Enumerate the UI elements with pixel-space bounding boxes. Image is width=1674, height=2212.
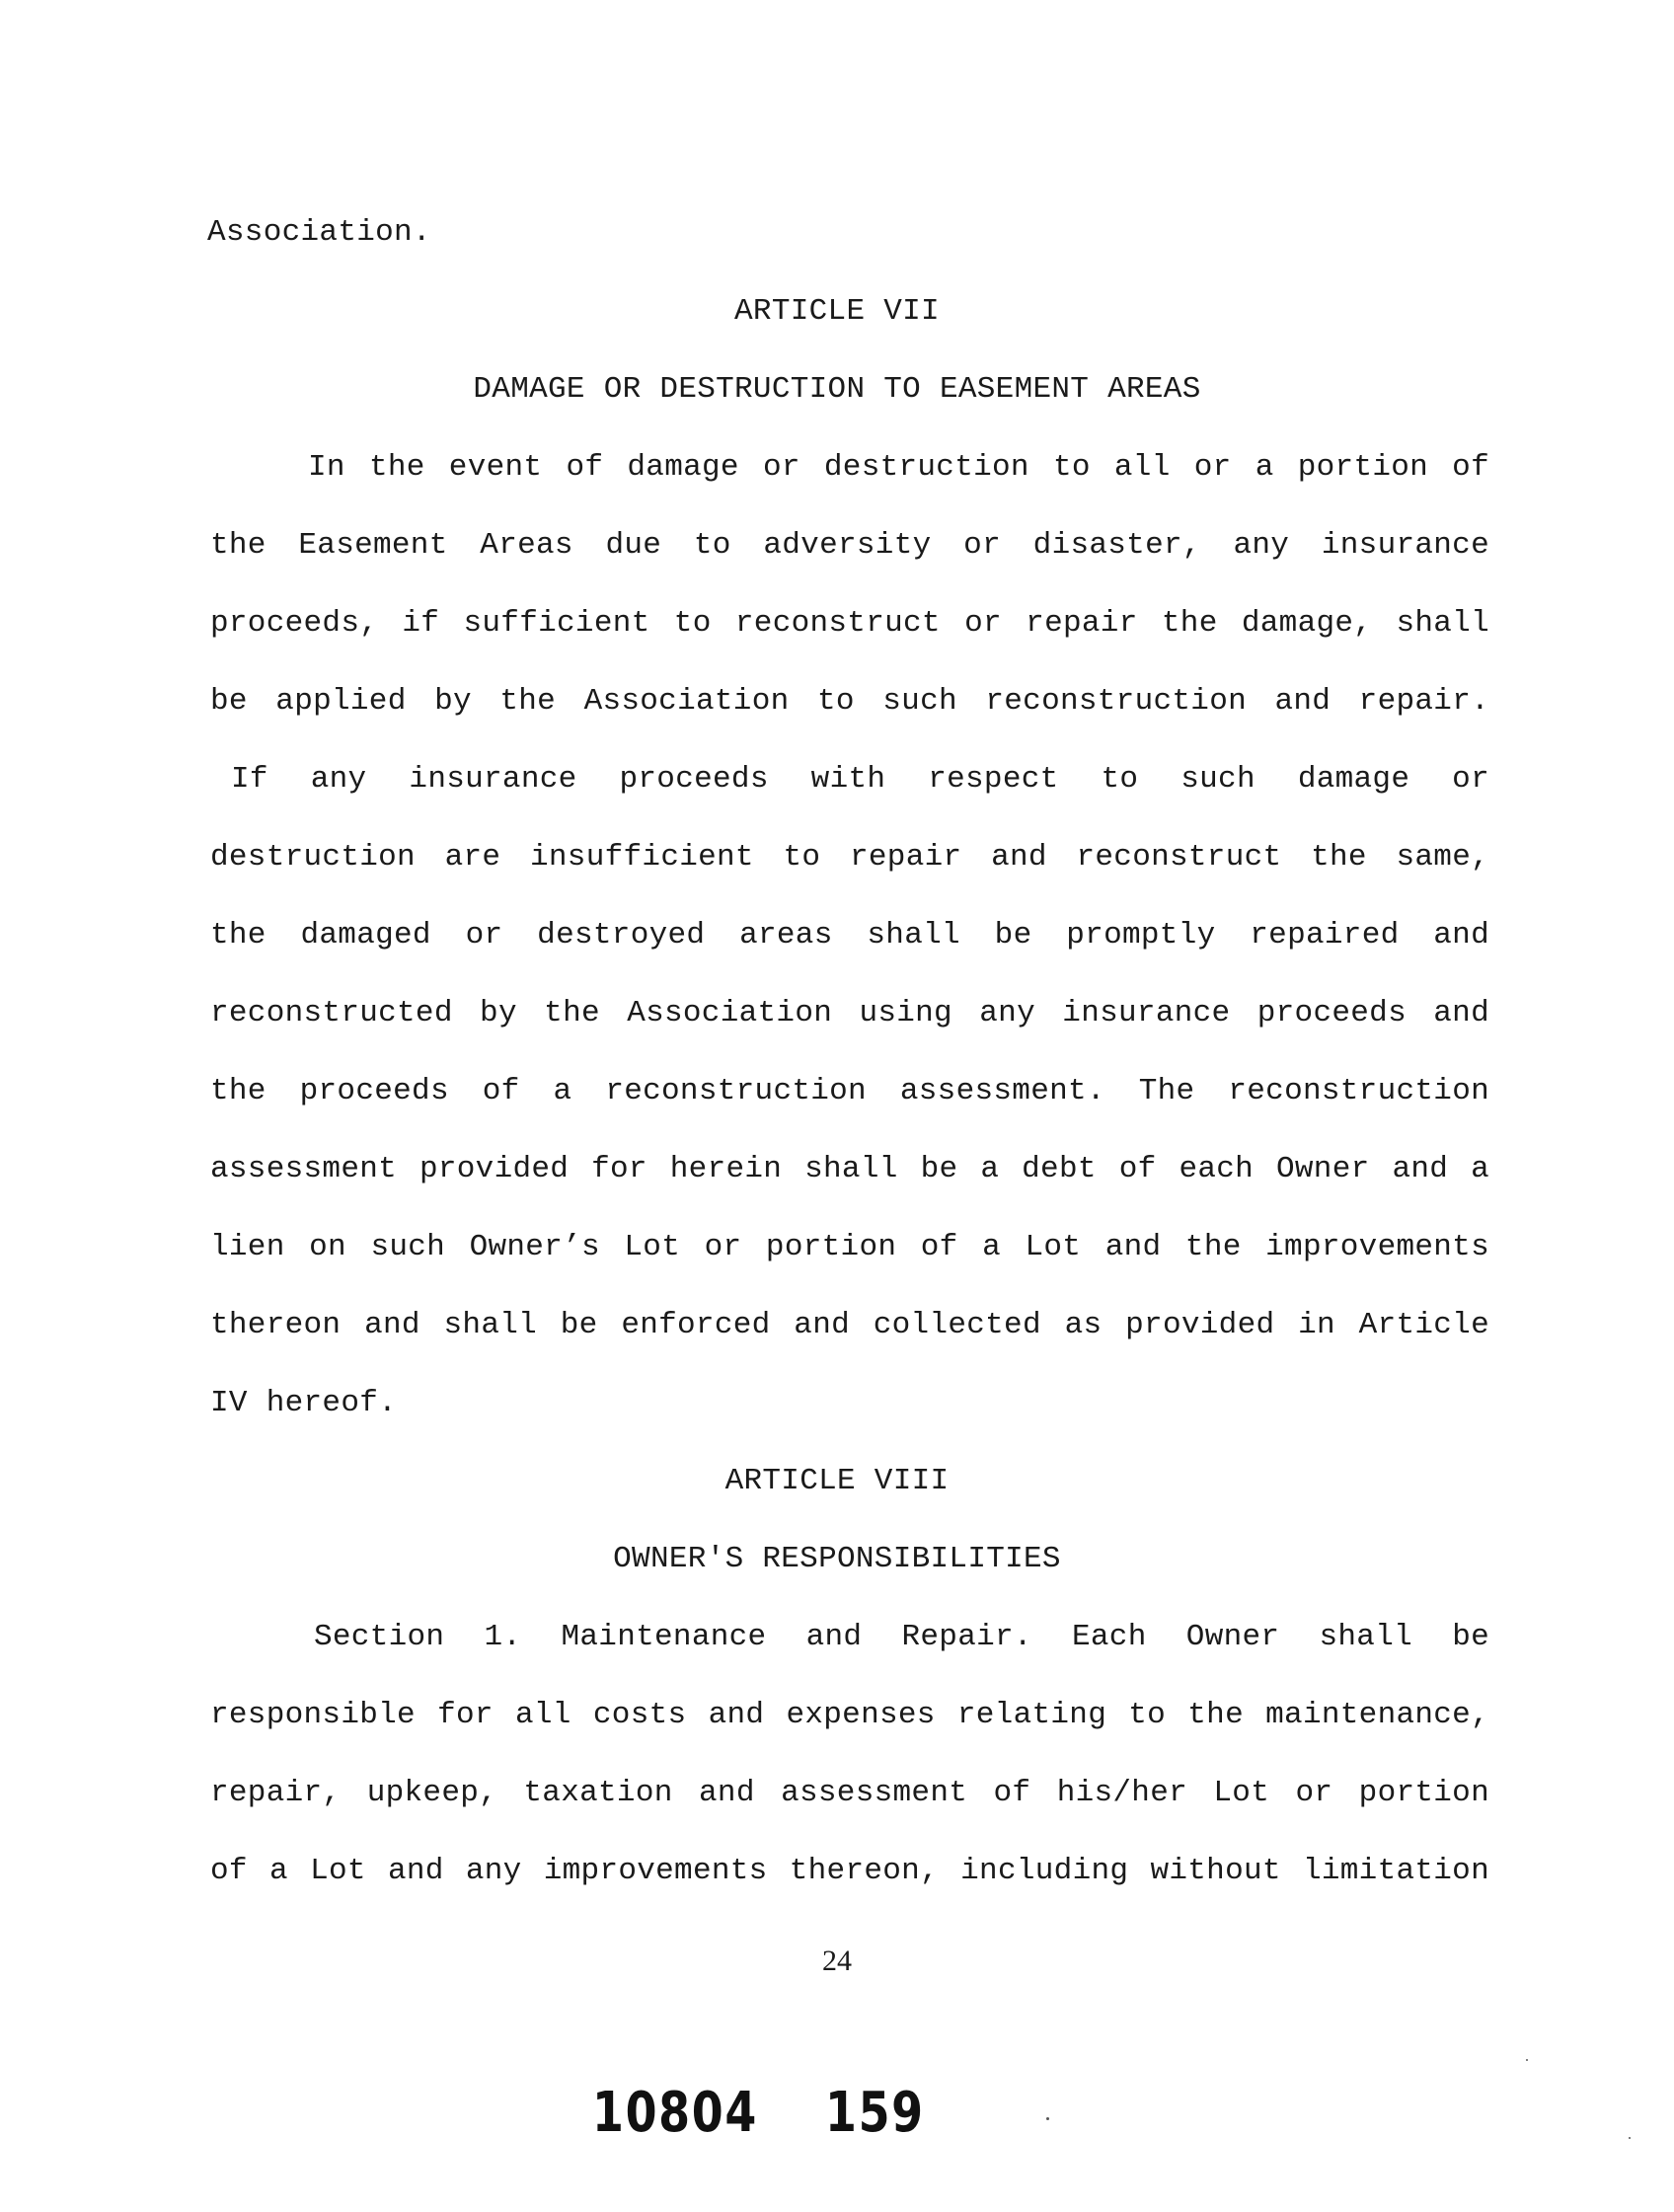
- paragraph-line: lien on such Owner’s Lot or portion of a Lot and the improvements: [210, 1230, 1489, 1264]
- paragraph-line: assessment provided for herein shall be a debt of each Owner and a: [210, 1152, 1489, 1186]
- text-line: Association.: [207, 215, 431, 250]
- paragraph-line: IV hereof.: [210, 1386, 398, 1420]
- article-viii-title: ARTICLE VIII: [724, 1464, 950, 1498]
- section-line: responsible for all costs and expenses relating to the maintenance,: [210, 1698, 1489, 1732]
- recording-page-number: 159: [825, 2081, 925, 2145]
- page-number: 24: [822, 1945, 852, 1977]
- section-line: of a Lot and any improvements thereon, including without limitation: [210, 1854, 1489, 1888]
- recording-book-number: 10804: [592, 2081, 758, 2145]
- paragraph-line: reconstructed by the Association using any insurance proceeds and: [210, 996, 1489, 1030]
- paragraph-line: the Easement Areas due to adversity or disaster, any insurance: [210, 528, 1489, 563]
- paragraph-line: proceeds, if sufficient to reconstruct or repair the damage, shall: [210, 606, 1489, 641]
- scan-speck: [1629, 2137, 1631, 2139]
- section-line: Section 1. Maintenance and Repair. Each Owner shall be: [314, 1620, 1489, 1654]
- paragraph-line: the damaged or destroyed areas shall be promptly repaired and: [210, 918, 1489, 953]
- article-vii-heading: DAMAGE OR DESTRUCTION TO EASEMENT AREAS: [473, 372, 1201, 407]
- section-line: repair, upkeep, taxation and assessment of his/her Lot or portion: [210, 1776, 1489, 1810]
- scan-speck: [1526, 2059, 1528, 2061]
- paragraph-line: the proceeds of a reconstruction assessment. The reconstruction: [210, 1074, 1489, 1108]
- article-viii-heading: OWNER'S RESPONSIBILITIES: [613, 1542, 1061, 1576]
- paragraph-line: thereon and shall be enforced and collected as provided in Article: [210, 1308, 1489, 1342]
- scan-speck: [1046, 2117, 1049, 2120]
- paragraph-line: If any insurance proceeds with respect to such damage or: [231, 762, 1489, 797]
- paragraph-line: destruction are insufficient to repair and reconstruct the same,: [210, 840, 1489, 875]
- paragraph-line: be applied by the Association to such reconstruction and repair.: [210, 684, 1489, 719]
- paragraph-line: In the event of damage or destruction to all or a portion of: [308, 450, 1489, 485]
- article-vii-title: ARTICLE VII: [734, 294, 940, 329]
